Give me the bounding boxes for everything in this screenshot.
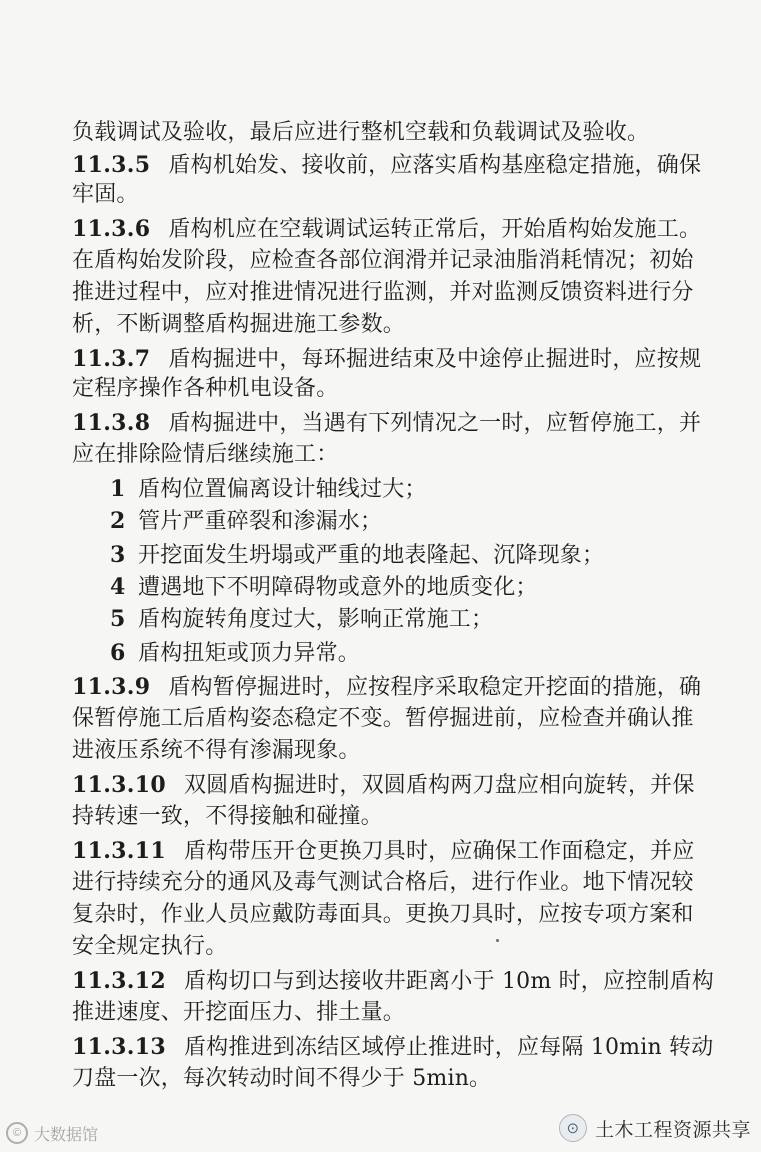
clause-11-3-13-line-1 [72,1032,714,1063]
clause-11-3-11-line-2: 进行持续充分的通风及毒气测试合格后，进行作业。地下情况较 [72,870,694,895]
list-item-text: 盾构扭矩或顶力异常。 [138,641,361,666]
chat-logo-icon: ⊙ [559,1114,587,1142]
clause-number: 11.3.11 [72,838,166,864]
clause-11-3-8-line-2: 应在排除险情后继续施工： [72,442,339,467]
clause-11-3-6-line-3: 推进过程中，应对推进情况进行监测，并对监测反馈资料进行分 [72,280,694,305]
clause-11-3-13-line-2: 刀盘一次，每次转动时间不得少于 5min。 [72,1066,492,1091]
clause-text: 双圆盾构掘进时，双圆盾构两刀盘应相向旋转，并保 [183,773,695,798]
clause-11-3-6-line-1 [72,214,702,245]
clause-number: 11.3.13 [72,1034,166,1060]
right-watermark-text: 土木工程资源共享 [594,1119,751,1141]
clause-11-3-6-line-4: 析，不断调整盾构掘进施工参数。 [72,312,406,337]
list-item [110,474,730,505]
clause-11-3-5-line-2: 牢固。 [72,182,139,207]
right-watermark [559,1114,751,1142]
list-item-number: 1 [110,476,126,502]
list-item-number: 3 [110,542,126,568]
scan-dot [496,939,499,942]
clause-number: 11.3.7 [72,346,151,372]
list-item [110,638,730,669]
intro-line: 负载调试及验收，最后应进行整机空载和负载调试及验收。 [72,120,650,145]
clause-11-3-11-line-4: 安全规定执行。 [72,934,228,959]
left-watermark-text: 大数据馆 [34,1126,99,1144]
clause-number: 11.3.6 [72,216,151,242]
clause-number: 11.3.12 [72,968,166,994]
clause-11-3-9-line-2: 保暂停施工后盾构姿态稳定不变。暂停掘进前，应检查并确认推 [72,706,694,731]
clause-text: 盾构带压开仓更换刀具时，应确保工作面稳定，并应 [183,839,695,864]
left-watermark [6,1120,98,1146]
list-item-text: 盾构旋转角度过大，影响正常施工； [138,607,494,632]
list-item-text: 开挖面发生坍塌或严重的地表隆起、沉降现象； [138,543,605,568]
clause-11-3-7-line-1 [72,344,702,375]
list-item-number: 6 [110,640,126,666]
circle-logo-icon: © [6,1122,28,1144]
clause-text: 盾构推进到冻结区域停止推进时，应每隔 10min 转动 [183,1035,714,1060]
clause-number: 11.3.9 [72,674,151,700]
clause-11-3-7-line-2: 定程序操作各种机电设备。 [72,376,339,401]
list-item [110,604,730,635]
list-item [110,506,730,537]
clause-text: 盾构掘进中，每环掘进结束及中途停止掘进时，应按规 [168,347,702,372]
clause-text: 盾构机始发、接收前，应落实盾构基座稳定措施，确保 [168,153,702,178]
clause-11-3-9-line-1 [72,672,702,703]
clause-11-3-12-line-2: 推进速度、开挖面压力、排土量。 [72,1000,406,1025]
clause-11-3-11-line-1 [72,836,695,867]
list-item-text: 遭遇地下不明障碍物或意外的地质变化； [138,575,538,600]
clause-11-3-9-line-3: 进液压系统不得有渗漏现象。 [72,738,361,763]
clause-text: 盾构暂停掘进时，应按程序采取稳定开挖面的措施，确 [168,675,702,700]
list-item [110,540,730,571]
clause-11-3-10-line-2: 持转速一致，不得接触和碰撞。 [72,804,383,829]
list-item-text: 盾构位置偏离设计轴线过大； [138,477,427,502]
clause-11-3-10-line-1 [72,770,695,801]
clause-11-3-11-line-3: 复杂时，作业人员应戴防毒面具。更换刀具时，应按专项方案和 [72,902,694,927]
list-item-text: 管片严重碎裂和渗漏水； [138,509,383,534]
clause-number: 11.3.10 [72,772,166,798]
clause-text: 盾构切口与到达接收井距离小于 10m 时，应控制盾构 [183,969,715,994]
clause-11-3-8-line-1 [72,408,702,439]
list-item [110,572,730,603]
clause-number: 11.3.8 [72,410,151,436]
clause-11-3-6-line-2: 在盾构始发阶段，应检查各部位润滑并记录油脂消耗情况；初始 [72,248,694,273]
list-item-number: 2 [110,508,126,534]
list-item-number: 5 [110,606,126,632]
clause-11-3-12-line-1 [72,966,715,997]
clause-11-3-5-line-1 [72,150,702,181]
clause-number: 11.3.5 [72,152,151,178]
list-item-number: 4 [110,574,126,600]
clause-text: 盾构机应在空载调试运转正常后，开始盾构始发施工。 [168,217,702,242]
clause-text: 盾构掘进中，当遇有下列情况之一时，应暂停施工，并 [168,411,702,436]
